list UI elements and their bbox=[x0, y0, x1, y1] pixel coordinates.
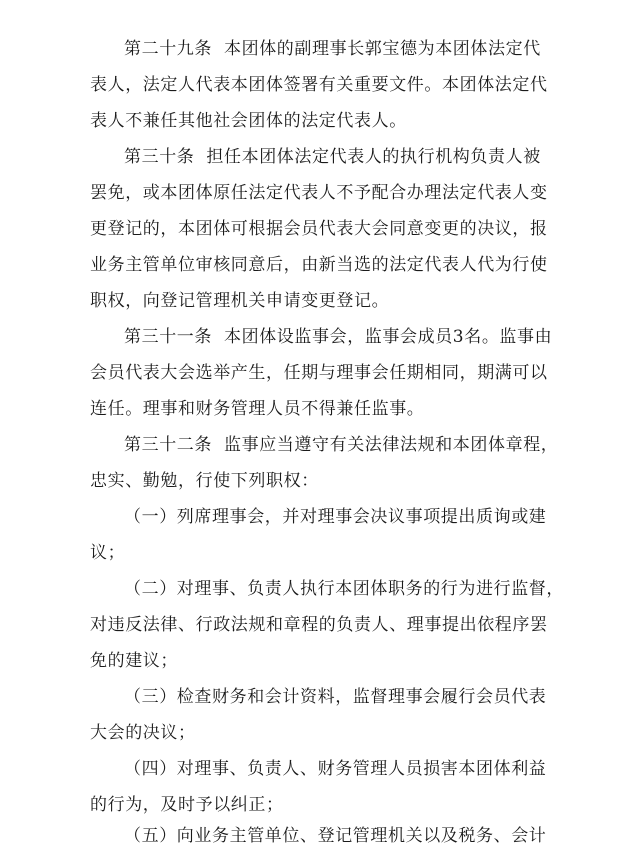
text-segment: 业务主管单位审核同意后，由新当选的法定代表人代为行使 bbox=[90, 255, 548, 275]
article-29-line-1 bbox=[124, 33, 540, 65]
item-5-line-1 bbox=[124, 820, 547, 852]
item-1-line-2 bbox=[90, 537, 540, 569]
article-30-line-4 bbox=[90, 249, 548, 281]
article-30-line-5 bbox=[90, 285, 540, 317]
article-31-line-1 bbox=[124, 321, 553, 353]
article-30-line-1 bbox=[124, 141, 540, 173]
article-30-line-3 bbox=[90, 213, 548, 245]
text-segment: 议； bbox=[90, 543, 126, 563]
item-1-line-1 bbox=[124, 501, 547, 533]
item-3-line-2 bbox=[90, 717, 540, 749]
text-segment: （二）对理事、负责人执行本团体职务的行为进行监督， bbox=[124, 579, 564, 599]
text-segment: （一）列席理事会，并对理事会决议事项提出质询或建 bbox=[124, 507, 547, 527]
text-segment: 忠实、勤勉，行使下列职权： bbox=[90, 471, 319, 491]
item-2-line-1 bbox=[124, 573, 564, 605]
text-segment: 大会的决议； bbox=[90, 723, 196, 743]
article-29-line-2 bbox=[90, 69, 548, 101]
text-segment: 罢免，或本团体原任法定代表人不予配合办理法定代表人变 bbox=[90, 183, 548, 203]
text-segment: （三）检查财务和会计资料，监督理事会履行会员代表 bbox=[124, 687, 547, 707]
item-4-line-1 bbox=[124, 753, 547, 785]
text-segment: 第三十条 担任本团体法定代表人的执行机构负责人被 bbox=[124, 147, 541, 167]
item-4-line-2 bbox=[90, 789, 540, 821]
article-30-line-2 bbox=[90, 177, 548, 209]
text-segment: 表人不兼任其他社会团体的法定代表人。 bbox=[90, 111, 407, 131]
article-31-line-2 bbox=[90, 357, 548, 389]
text-segment: （四）对理事、负责人、财务管理人员损害本团体利益 bbox=[124, 759, 547, 779]
article-31-line-3 bbox=[90, 393, 540, 425]
text-segment: 连任。理事和财务管理人员不得兼任监事。 bbox=[90, 399, 425, 419]
article-32-line-2 bbox=[90, 465, 540, 497]
item-3-line-1 bbox=[124, 681, 547, 713]
text-segment: 免的建议； bbox=[90, 651, 178, 671]
text-segment: 会员代表大会选举产生，任期与理事会任期相同，期满可以 bbox=[90, 363, 548, 383]
text-segment: （五）向业务主管单位、登记管理机关以及税务、会计 bbox=[124, 826, 547, 846]
item-2-line-3 bbox=[90, 645, 540, 677]
text-segment: 第三十一条 本团体设监事会，监事会成员3名。监事由 bbox=[124, 327, 553, 347]
text-segment: 更登记的，本团体可根据会员代表大会同意变更的决议，报 bbox=[90, 219, 548, 239]
text-segment: 职权，向登记管理机关申请变更登记。 bbox=[90, 291, 390, 311]
item-2-line-2 bbox=[90, 609, 548, 641]
article-32-line-1 bbox=[124, 429, 559, 461]
text-segment: 第二十九条 本团体的副理事长郭宝德为本团体法定代 bbox=[124, 39, 541, 59]
text-segment: 的行为，及时予以纠正； bbox=[90, 795, 284, 815]
article-29-line-3 bbox=[90, 105, 540, 137]
text-segment: 对违反法律、行政法规和章程的负责人、理事提出依程序罢 bbox=[90, 615, 548, 635]
text-segment: 第三十二条 监事应当遵守有关法律法规和本团体章程， bbox=[124, 435, 559, 455]
text-segment: 表人，法定人代表本团体签署有关重要文件。本团体法定代 bbox=[90, 75, 548, 95]
